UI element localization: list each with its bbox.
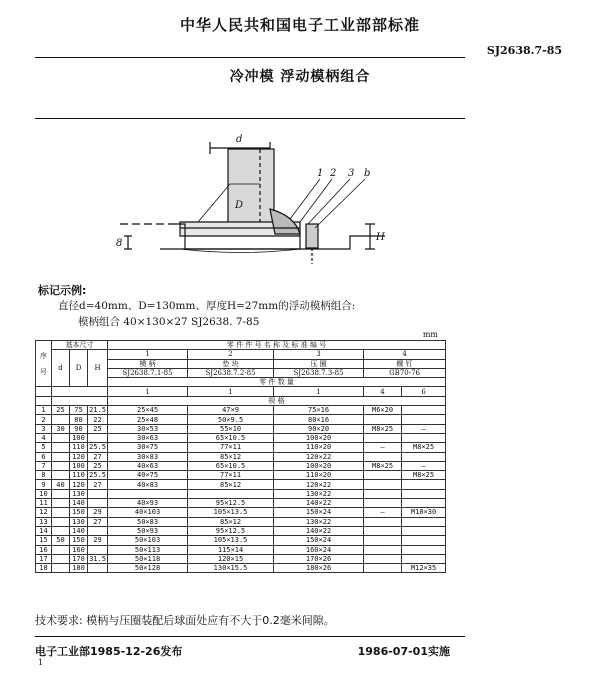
table-cell: 150×24 <box>274 508 364 517</box>
table-row <box>36 424 446 433</box>
table-cell: — <box>364 443 402 452</box>
table-cell: 130×22 <box>274 489 364 498</box>
table-cell: M8×25 <box>364 461 402 470</box>
page-number: 1 <box>38 658 44 667</box>
part-no-3: 3 <box>274 350 364 359</box>
header-rule <box>35 57 465 58</box>
table-cell: 150 <box>70 508 88 517</box>
table-cell <box>52 471 70 480</box>
table-cell: 85×12 <box>188 452 274 461</box>
table-cell: 95×12.5 <box>188 526 274 535</box>
table-cell: 30×53 <box>108 424 188 433</box>
table-row <box>36 471 446 480</box>
table-cell: 95×12.5 <box>188 499 274 508</box>
table-row <box>36 443 446 452</box>
table-cell: 29 <box>88 536 108 545</box>
table-cell: 120×15 <box>188 554 274 563</box>
table-cell: 50×9.5 <box>188 415 274 424</box>
table-cell: 16 <box>36 545 52 554</box>
table-cell: 105×13.5 <box>188 508 274 517</box>
table-cell <box>402 452 446 461</box>
part-std-1: SJ2638.7.1-85 <box>108 368 188 377</box>
table-cell <box>402 415 446 424</box>
table-cell: 30×75 <box>108 443 188 452</box>
table-cell: 40 <box>52 480 70 489</box>
table-cell <box>364 433 402 442</box>
table-cell: — <box>402 461 446 470</box>
table-cell <box>364 489 402 498</box>
qty-2: 1 <box>188 387 274 396</box>
part-no-2: 2 <box>188 350 274 359</box>
table-cell: 50×118 <box>108 554 188 563</box>
footer-rule <box>35 636 465 637</box>
table-cell <box>52 508 70 517</box>
table-cell: 90×20 <box>274 424 364 433</box>
table-cell: 12 <box>36 508 52 517</box>
table-cell <box>364 415 402 424</box>
spec-table <box>35 340 446 573</box>
table-cell <box>402 536 446 545</box>
table-cell: 160×24 <box>274 545 364 554</box>
seq-header: 序 号 <box>36 341 52 387</box>
table-cell <box>364 564 402 573</box>
table-row <box>36 489 446 498</box>
table-cell <box>52 461 70 470</box>
table-row <box>36 480 446 489</box>
table-cell <box>402 517 446 526</box>
table-cell <box>52 499 70 508</box>
quantity-header: 零 件 数 量 <box>108 378 446 387</box>
table-cell <box>364 545 402 554</box>
table-cell: 15 <box>36 536 52 545</box>
table-cell <box>88 499 108 508</box>
table-cell: 7 <box>36 461 52 470</box>
table-cell <box>364 499 402 508</box>
table-cell: 130 <box>70 517 88 526</box>
table-row <box>36 545 446 554</box>
specs-header: 规 格 <box>108 396 446 405</box>
marking-heading: 标记示例: <box>38 284 87 297</box>
part-std-2: SJ2638.7.2-85 <box>188 368 274 377</box>
table-cell: 25×45 <box>108 406 188 415</box>
table-cell: — <box>364 508 402 517</box>
part-name-4: 螺 钉 <box>364 359 446 368</box>
table-cell: 25 <box>52 406 70 415</box>
table-cell <box>364 536 402 545</box>
table-cell: 17 <box>36 554 52 563</box>
table-cell: 25×48 <box>108 415 188 424</box>
blank-dims-2 <box>52 396 108 405</box>
table-cell <box>402 480 446 489</box>
table-cell: M8×25 <box>364 424 402 433</box>
part-no-1: 1 <box>108 350 188 359</box>
table-cell: M10×30 <box>402 508 446 517</box>
table-cell <box>52 415 70 424</box>
table-cell <box>88 433 108 442</box>
part-std-3: SJ2638.7.3-85 <box>274 368 364 377</box>
table-cell: 115×14 <box>188 545 274 554</box>
blank-seq <box>36 387 52 396</box>
table-cell: 130×22 <box>274 517 364 526</box>
table-cell: 130×15.5 <box>188 564 274 573</box>
table-cell: 25.5 <box>89 471 106 480</box>
qty-4: 4 <box>364 387 402 396</box>
table-cell <box>52 517 70 526</box>
table-cell: 170×26 <box>274 554 364 563</box>
table-cell <box>52 433 70 442</box>
table-cell <box>402 545 446 554</box>
table-cell: 50×113 <box>108 545 188 554</box>
table-cell <box>52 443 70 452</box>
callout-1: 1 <box>317 168 324 179</box>
qty-3: 1 <box>274 387 364 396</box>
table-cell <box>52 554 70 563</box>
table-cell: 30 <box>52 424 70 433</box>
table-cell: 100×20 <box>274 433 364 442</box>
table-cell <box>108 489 188 498</box>
dim-8 <box>124 236 132 249</box>
table-cell <box>88 489 108 498</box>
table-cell: 120×22 <box>274 452 364 461</box>
table-cell: 50×128 <box>108 564 188 573</box>
table-cell: 31.5 <box>89 554 106 563</box>
screw <box>306 224 318 248</box>
table-cell: 75×16 <box>274 406 364 415</box>
table-cell: 140×22 <box>274 499 364 508</box>
table-cell: 25.5 <box>89 443 106 452</box>
table-cell: 140 <box>70 499 88 508</box>
table-cell: 160 <box>70 545 88 554</box>
base-size-header: 基本尺寸 <box>52 341 108 350</box>
table-row <box>36 508 446 517</box>
table-cell: M8×25 <box>402 443 446 452</box>
title-rule <box>35 118 465 119</box>
table-cell <box>402 433 446 442</box>
table-row <box>36 433 446 442</box>
table-row <box>36 554 446 563</box>
unit-label: mm <box>422 330 438 339</box>
table-cell: 130 <box>70 489 88 498</box>
table-cell: 6 <box>36 452 52 461</box>
table-cell: 120 <box>70 480 88 489</box>
table-row <box>36 415 446 424</box>
table-cell: 80 <box>70 415 88 424</box>
part-name-2: 垫 块 <box>188 359 274 368</box>
table-cell: 9 <box>36 480 52 489</box>
table-cell: 100 <box>70 461 88 470</box>
table-cell: 18 <box>36 564 52 573</box>
table-cell: 14 <box>36 526 52 535</box>
table-cell <box>88 545 108 554</box>
table-cell <box>52 564 70 573</box>
table-cell <box>88 526 108 535</box>
table-row <box>36 564 446 573</box>
table-cell <box>364 480 402 489</box>
table-cell: M8×25 <box>402 471 446 480</box>
col-d-header: d <box>52 350 70 387</box>
dim-d-label: d <box>236 134 243 145</box>
table-cell: 47×9 <box>188 406 274 415</box>
table-cell <box>364 554 402 563</box>
table-cell <box>88 564 108 573</box>
qty-6: 6 <box>402 387 446 396</box>
table-cell: 11 <box>36 499 52 508</box>
table-cell: 30×63 <box>108 433 188 442</box>
table-cell: 150×24 <box>274 536 364 545</box>
blank-dims <box>52 387 108 396</box>
table-cell <box>364 471 402 480</box>
table-cell <box>402 489 446 498</box>
table-cell: 22 <box>88 415 108 424</box>
callout-leaders <box>290 179 365 228</box>
handle-shank <box>228 149 274 224</box>
effective-date: 1986-07-01实施 <box>357 645 450 658</box>
table-cell: 8 <box>36 471 52 480</box>
table-cell: 85×12 <box>188 480 274 489</box>
table-cell: 105×13.5 <box>188 536 274 545</box>
table-cell: 65×10.5 <box>188 461 274 470</box>
blank-seq-2 <box>36 396 52 405</box>
table-cell: 40×63 <box>108 461 188 470</box>
issue-date: 电子工业部1985-12-26发布 <box>35 645 183 658</box>
table-cell <box>52 526 70 535</box>
table-cell: 27 <box>88 480 108 489</box>
table-cell: M12×35 <box>402 564 446 573</box>
callout-3: 3 <box>348 168 355 179</box>
table-row <box>36 461 446 470</box>
table-cell: 2 <box>36 415 52 424</box>
table-cell: 40×75 <box>108 471 188 480</box>
marking-line-1: 直径d=40mm、D=130mm、厚度H=27mm的浮动模柄组合: <box>58 300 356 312</box>
table-cell <box>52 545 70 554</box>
table-cell: 140 <box>70 526 88 535</box>
table-cell: 5 <box>36 443 52 452</box>
table-cell <box>364 517 402 526</box>
table-cell: 25 <box>88 424 108 433</box>
table-cell: 21.5 <box>89 406 106 415</box>
table-cell: 90 <box>70 424 88 433</box>
assembly-drawing <box>110 124 440 274</box>
part-no-4: 4 <box>364 350 446 359</box>
col-H-header: H <box>88 350 108 387</box>
table-cell: 3 <box>36 424 52 433</box>
table-cell: 120 <box>70 452 88 461</box>
table-cell: 13 <box>36 517 52 526</box>
table-cell: 110 <box>70 471 88 480</box>
table-cell <box>402 406 446 415</box>
table-cell: 100×20 <box>274 461 364 470</box>
table-cell: — <box>402 424 446 433</box>
callout-b: b <box>364 168 371 179</box>
table-cell <box>364 452 402 461</box>
table-cell: 1 <box>36 406 52 415</box>
table-cell: 180 <box>70 564 88 573</box>
table-row <box>36 406 446 415</box>
marking-line-2: 模柄组合 40×130×27 SJ2638. 7-85 <box>78 316 260 328</box>
table-cell: 30×83 <box>108 452 188 461</box>
table-cell: 10 <box>36 489 52 498</box>
table-cell: 100 <box>70 433 88 442</box>
table-cell: 25 <box>88 461 108 470</box>
table-cell: 85×12 <box>188 517 274 526</box>
table-cell: 40×93 <box>108 499 188 508</box>
table-cell: 180×26 <box>274 564 364 573</box>
document-title: 冷冲模 浮动模柄组合 <box>229 69 371 85</box>
table-cell <box>364 526 402 535</box>
table-cell <box>402 499 446 508</box>
table-cell: 80×16 <box>274 415 364 424</box>
dim-D-label: D <box>235 200 244 211</box>
table-cell <box>188 489 274 498</box>
table-cell: 4 <box>36 433 52 442</box>
table-cell: 55×10 <box>188 424 274 433</box>
table-row <box>36 452 446 461</box>
callout-2: 2 <box>330 168 337 179</box>
parts-header: 零 件 件 号 名 称 及 标 准 编 号 <box>108 341 446 350</box>
dim-H-label: H <box>376 232 385 243</box>
table-cell: 140×22 <box>274 526 364 535</box>
table-cell: 50×103 <box>108 536 188 545</box>
table-cell: M6×20 <box>364 406 402 415</box>
table-cell: 75 <box>70 406 88 415</box>
table-cell: 50×83 <box>108 517 188 526</box>
table-cell: 29 <box>88 508 108 517</box>
table-cell: 40×103 <box>108 508 188 517</box>
table-cell: 27 <box>88 452 108 461</box>
part-std-4: GB70-76 <box>364 368 446 377</box>
table-cell <box>402 526 446 535</box>
table-cell <box>52 452 70 461</box>
col-D-header: D <box>70 350 88 387</box>
part-name-1: 模 柄 <box>108 359 188 368</box>
table-cell: 110 <box>70 443 88 452</box>
table-cell: 120×22 <box>274 480 364 489</box>
table-row <box>36 536 446 545</box>
dim-8-label: 8 <box>116 238 123 249</box>
standard-number: SJ2638.7-85 <box>486 44 562 57</box>
table-cell: 50×93 <box>108 526 188 535</box>
table-cell: 40×83 <box>108 480 188 489</box>
table-cell: 110×20 <box>274 443 364 452</box>
part-name-3: 压 圈 <box>274 359 364 368</box>
table-cell: 65×10.5 <box>188 433 274 442</box>
table-row <box>36 499 446 508</box>
table-cell <box>402 554 446 563</box>
table-cell: 150 <box>70 536 88 545</box>
table-cell: 27 <box>88 517 108 526</box>
table-cell: 50 <box>52 536 70 545</box>
table-cell: 77×11 <box>188 471 274 480</box>
table-row <box>36 517 446 526</box>
table-cell <box>52 489 70 498</box>
table-cell: 170 <box>70 554 88 563</box>
table-cell: 110×20 <box>274 471 364 480</box>
org-standard-heading: 中华人民共和国电子工业部部标准 <box>179 16 420 34</box>
table-row <box>36 526 446 535</box>
qty-1: 1 <box>108 387 188 396</box>
table-cell: 77×11 <box>188 443 274 452</box>
base-line <box>160 236 385 249</box>
tech-requirement: 技术要求: 模柄与压圈装配后球面处应有不大于0.2毫米间隙。 <box>35 614 335 627</box>
